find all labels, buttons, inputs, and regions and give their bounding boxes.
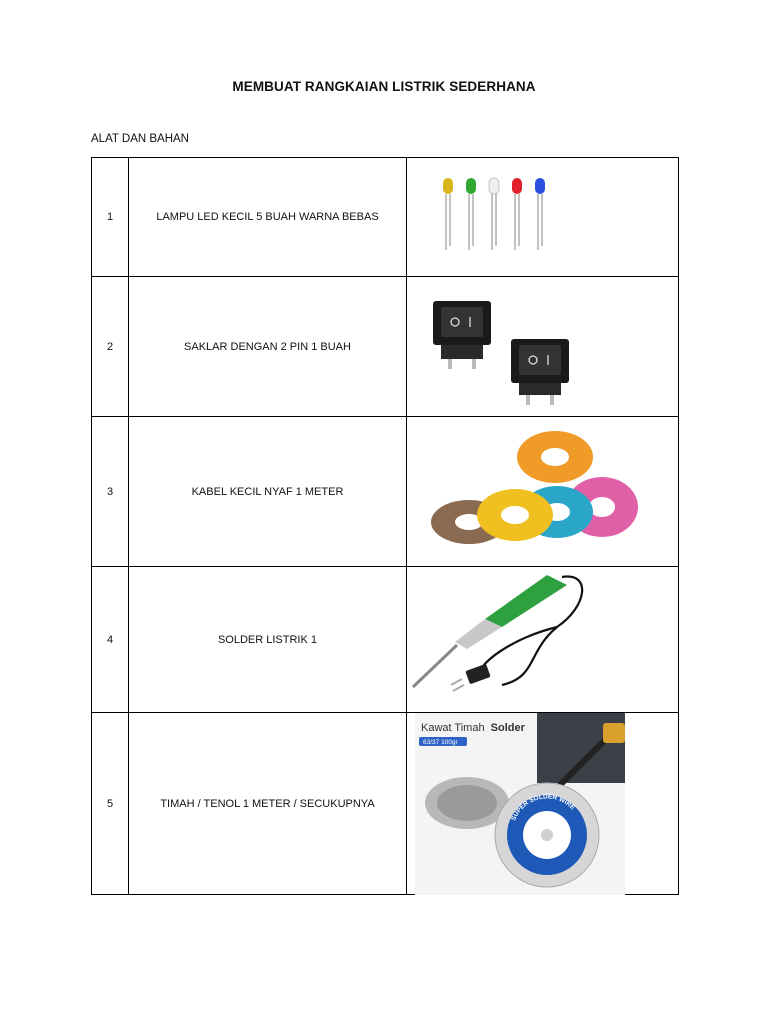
image-heading-bold: Solder	[490, 722, 525, 734]
table-row	[92, 417, 679, 567]
row-description: SAKLAR DENGAN 2 PIN 1 BUAH	[129, 277, 407, 417]
soldering-iron-image	[407, 567, 679, 713]
row-number: 5	[92, 713, 129, 895]
spool-label: SUPER SOLDER WIRE	[510, 793, 577, 822]
rocker-switches-image	[407, 277, 679, 417]
svg-text:Kawat Timah Solder	[421, 722, 526, 734]
solder-wire-spool-image	[407, 713, 679, 895]
image-badge: 63/37 100gr	[423, 739, 458, 746]
led-lamp-icon	[489, 178, 499, 250]
row-description: SOLDER LISTRIK 1	[129, 567, 407, 713]
led-lamp-icon	[443, 178, 453, 250]
rocker-switch-icon	[511, 339, 569, 405]
led-lamp-icon	[512, 178, 522, 250]
led-lamp-icon	[466, 178, 476, 250]
wire-coils-image	[407, 417, 679, 567]
table-row	[92, 158, 679, 277]
soldering-iron-icon	[413, 575, 582, 691]
section-label: ALAT DAN BAHAN	[91, 133, 189, 145]
wire-coil-icon	[477, 489, 553, 541]
document-title: MEMBUAT RANGKAIAN LISTRIK SEDERHANA	[232, 79, 536, 94]
row-description: KABEL KECIL NYAF 1 METER	[129, 417, 407, 567]
table-row	[92, 567, 679, 713]
image-heading-light: Kawat Timah	[421, 722, 485, 734]
row-number: 2	[92, 277, 129, 417]
wire-coil-icon	[517, 431, 593, 483]
row-description: TIMAH / TENOL 1 METER / SECUKUPNYA	[129, 713, 407, 895]
table-row	[92, 713, 679, 895]
led-lamps-image	[407, 158, 679, 277]
row-number: 1	[92, 158, 129, 277]
led-lamp-icon	[535, 178, 545, 250]
rocker-switch-icon	[433, 301, 491, 369]
materials-table	[91, 157, 679, 895]
row-description: LAMPU LED KECIL 5 BUAH WARNA BEBAS	[129, 158, 407, 277]
row-number: 3	[92, 417, 129, 567]
row-number: 4	[92, 567, 129, 713]
table-row	[92, 277, 679, 417]
